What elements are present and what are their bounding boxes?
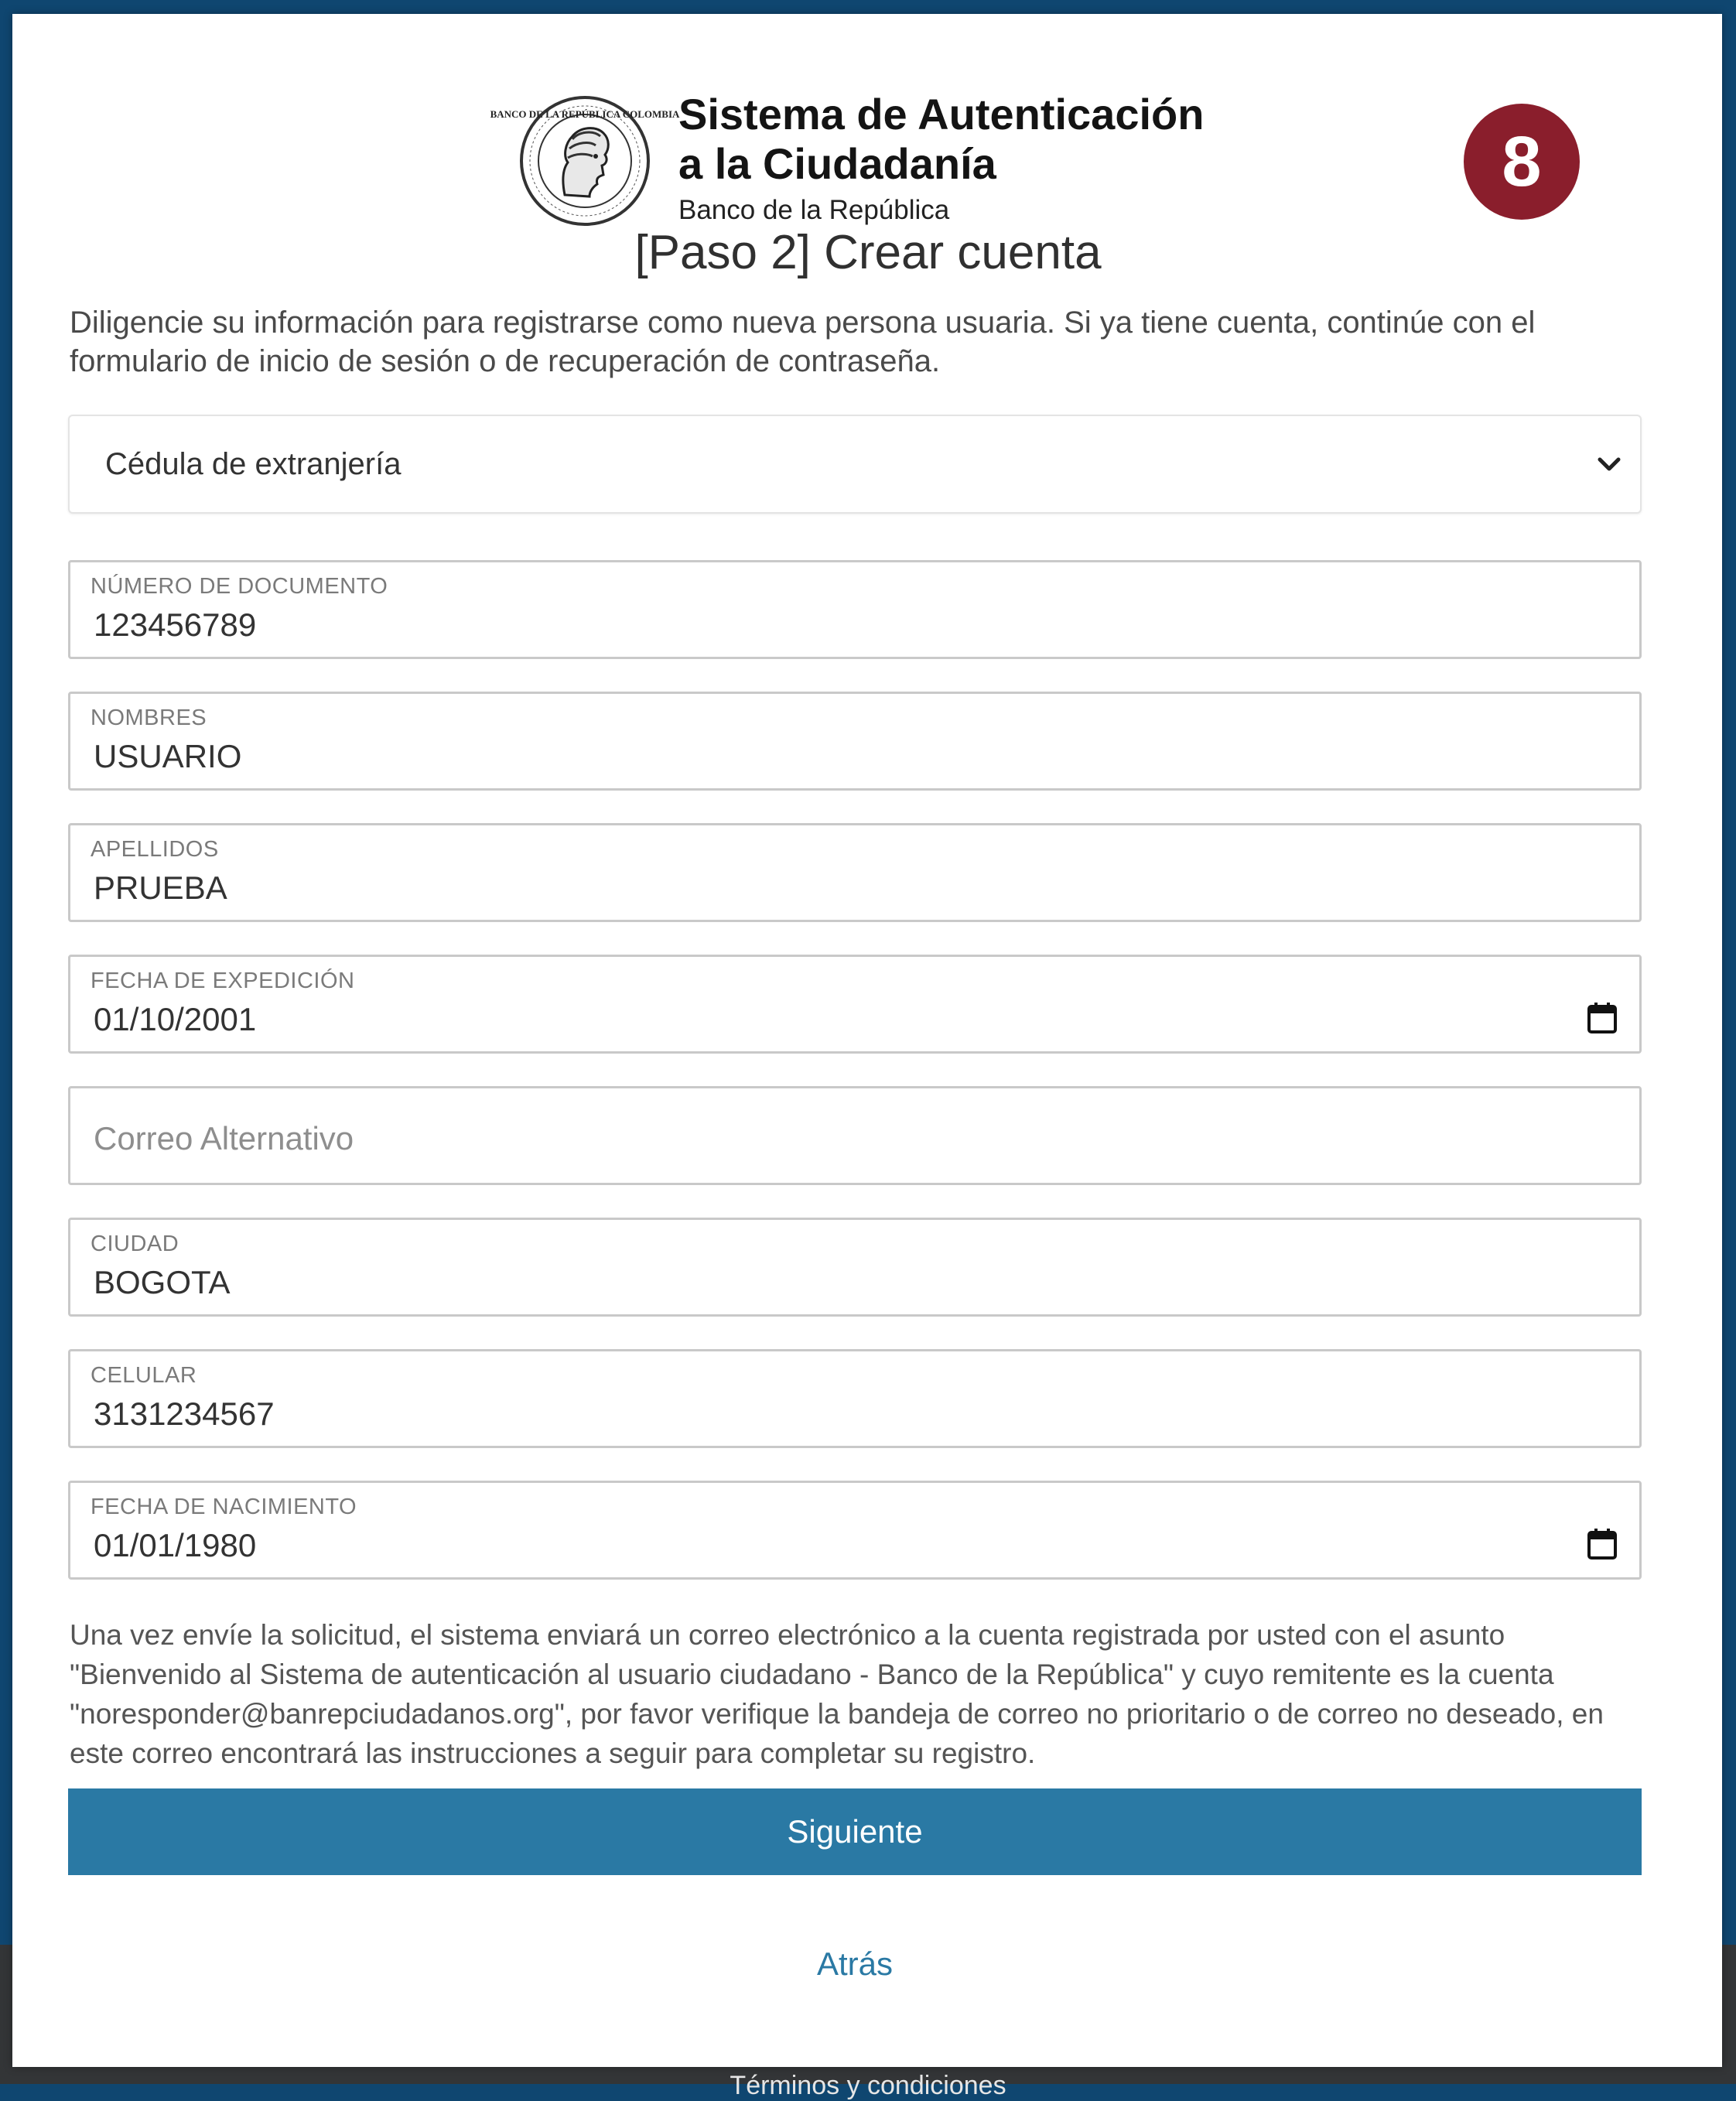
system-title (678, 90, 1235, 189)
birth-date-value: 01/01/1980 (94, 1527, 257, 1563)
email-notice-text: Una vez envíe la solicitud, el sistema enviará un correo electrónico a la cuenta registrada por usted con el asunto "Bienvenido al Sistema de autenticación al usuario ciudadano - Banco de la República" y cuyo remitente es la cuenta "noresponder@banrepciudadanos.org", por favor verifique la bandeja de correo no prioritario o de correo no deseado, en este correo encontrará las instrucciones a seguir para completar su registro. (70, 1619, 1604, 1769)
form-intro-text: Diligencie su información para registrarse como nueva persona usuaria. Si ya tiene cuenta, continúe con el formulario de inicio de sesión o de recuperación de contraseña. (70, 306, 1536, 378)
names-label: NOMBRES (91, 705, 207, 730)
names-field[interactable] (68, 692, 1642, 791)
alt-email-placeholder: Correo Alternativo (94, 1120, 354, 1156)
birth-date-label: FECHA DE NACIMIENTO (91, 1495, 357, 1519)
city-value: BOGOTA (94, 1264, 231, 1300)
document-number-value: 123456789 (94, 606, 257, 643)
terms-link[interactable]: Términos y condiciones (730, 2071, 1006, 2100)
document-number-field[interactable] (68, 560, 1642, 659)
bank-seal-logo (490, 94, 680, 227)
calendar-icon[interactable] (1587, 1528, 1618, 1560)
page-title: [Paso 2] Crear cuenta (634, 226, 1102, 279)
surnames-field[interactable] (68, 823, 1642, 922)
back-link[interactable]: Atrás (816, 1946, 894, 1982)
logo-seal-text: BANCO DE LA REPÚBLICA COLOMBIA (490, 108, 680, 120)
alt-email-field[interactable] (68, 1086, 1642, 1185)
system-title-text: Sistema de Autenticación a la Ciudadanía (678, 90, 1205, 188)
issue-date-value: 01/10/2001 (94, 1001, 257, 1037)
bank-name: Banco de la República (678, 195, 950, 225)
mobile-field[interactable] (68, 1349, 1642, 1448)
document-number-label: NÚMERO DE DOCUMENTO (91, 574, 388, 599)
names-value: USUARIO (94, 738, 242, 774)
birth-date-field[interactable] (68, 1481, 1642, 1580)
city-field[interactable] (68, 1218, 1642, 1317)
step-number-badge: 8 (1464, 104, 1580, 220)
document-type-select[interactable] (68, 415, 1642, 514)
city-label: CIUDAD (91, 1232, 179, 1256)
surnames-value: PRUEBA (94, 869, 227, 906)
document-type-value: Cédula de extranjería (105, 447, 402, 481)
issue-date-label: FECHA DE EXPEDICIÓN (91, 969, 355, 993)
surnames-label: APELLIDOS (91, 837, 219, 862)
calendar-icon[interactable] (1587, 1002, 1618, 1034)
chevron-down-icon (1594, 449, 1625, 480)
mobile-label: CELULAR (91, 1363, 197, 1388)
issue-date-field[interactable] (68, 955, 1642, 1054)
next-button[interactable]: Siguiente (68, 1788, 1642, 1875)
mobile-value: 3131234567 (94, 1396, 275, 1432)
